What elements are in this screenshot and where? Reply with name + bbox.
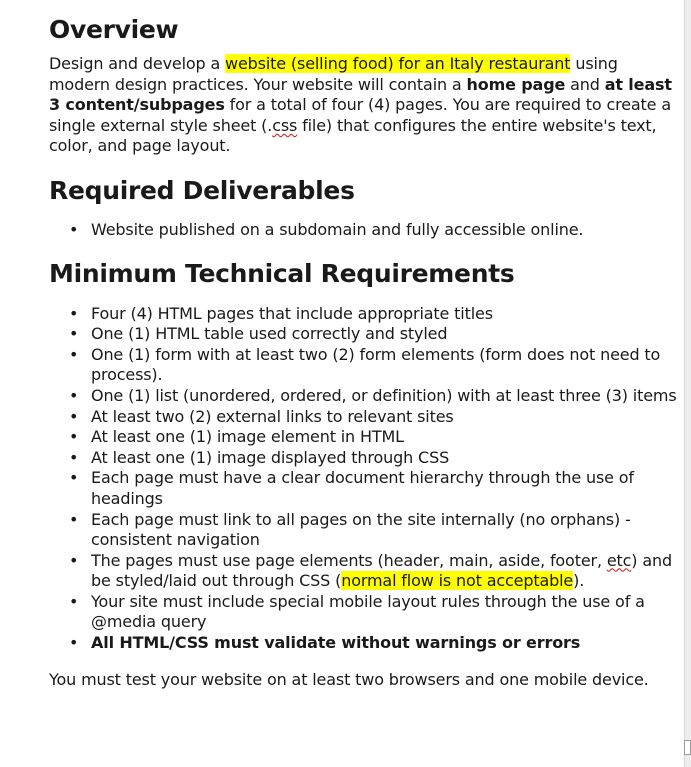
bullet-icon: • bbox=[69, 303, 79, 323]
bullet-icon: • bbox=[69, 591, 79, 611]
closing-paragraph: You must test your website on at least two browsers and one mobile device. bbox=[49, 669, 649, 689]
window-edge-scrollbar[interactable] bbox=[684, 0, 691, 767]
bullet-icon: • bbox=[69, 447, 79, 467]
overview-text-5: file) that configures the entire website's text, color, and page layout. bbox=[49, 115, 657, 156]
overview-text-1: Design and develop a bbox=[49, 54, 226, 73]
highlighted-normal-flow: normal flow is not acceptable bbox=[341, 571, 574, 591]
list-item: • Your site must include special mobile layout rules through the use of a @media query bbox=[69, 591, 645, 632]
deliverables-list bbox=[49, 220, 677, 241]
bold-subpages: at least 3 content/subpages bbox=[49, 74, 672, 115]
bullet-icon: • bbox=[69, 406, 79, 426]
bullet-icon: • bbox=[69, 344, 79, 364]
requirements-heading: Minimum Technical Requirements bbox=[49, 258, 515, 288]
list-item: • All HTML/CSS must validate without warnings or errors bbox=[69, 633, 581, 653]
spellcheck-css: css bbox=[272, 115, 298, 135]
highlighted-restaurant-text: website (selling food) for an Italy restaurant bbox=[225, 54, 571, 73]
overview-text-2: using modern design practices. Your website will contain a bbox=[49, 54, 618, 94]
overview-paragraph bbox=[49, 54, 677, 157]
list-item: • One (1) list (unordered, ordered, or definition) with at least three (3) items bbox=[69, 385, 677, 405]
deliverables-heading: Required Deliverables bbox=[49, 175, 355, 205]
list-item: • Four (4) HTML pages that include appropriate titles bbox=[69, 303, 493, 323]
bullet-icon: • bbox=[69, 385, 79, 405]
bullet-icon: • bbox=[69, 550, 79, 570]
spellcheck-etc: etc bbox=[606, 550, 632, 570]
bullet-icon: • bbox=[69, 219, 79, 239]
list-item: • Each page must link to all pages on the site internally (no orphans) - consistent navigation bbox=[69, 509, 631, 550]
list-item: • At least two (2) external links to relevant sites bbox=[69, 406, 454, 426]
bullet-icon: • bbox=[69, 468, 79, 488]
list-item: • One (1) HTML table used correctly and styled bbox=[69, 324, 448, 344]
overview-text-4: for a total of four (4) pages. You are required to create a single external style sheet (. bbox=[49, 95, 671, 135]
document-page bbox=[49, 10, 677, 690]
list-item: • At least one (1) image displayed through CSS bbox=[69, 447, 450, 467]
list-item: • The pages must use page elements (header, main, aside, footer, etc) and be styled/laid out through CSS (normal flow is not acceptable). bbox=[69, 550, 672, 591]
overview-heading: Overview bbox=[49, 15, 179, 44]
bold-home-page: home page bbox=[466, 74, 566, 94]
scroll-indicator[interactable] bbox=[684, 740, 691, 755]
overview-text-3: and bbox=[565, 74, 605, 94]
list-item: • One (1) form with at least two (2) form elements (form does not need to process). bbox=[69, 344, 661, 385]
list-item: • At least one (1) image element in HTML bbox=[69, 427, 404, 447]
list-item: • Each page must have a clear document hierarchy through the use of headings bbox=[69, 468, 634, 508]
bullet-icon: • bbox=[69, 633, 79, 653]
bullet-icon: • bbox=[69, 509, 79, 529]
list-item: • Website published on a subdomain and fully accessible online. bbox=[69, 219, 584, 239]
bullet-icon: • bbox=[69, 324, 79, 344]
requirements-list bbox=[49, 304, 677, 654]
bullet-icon: • bbox=[69, 427, 79, 447]
